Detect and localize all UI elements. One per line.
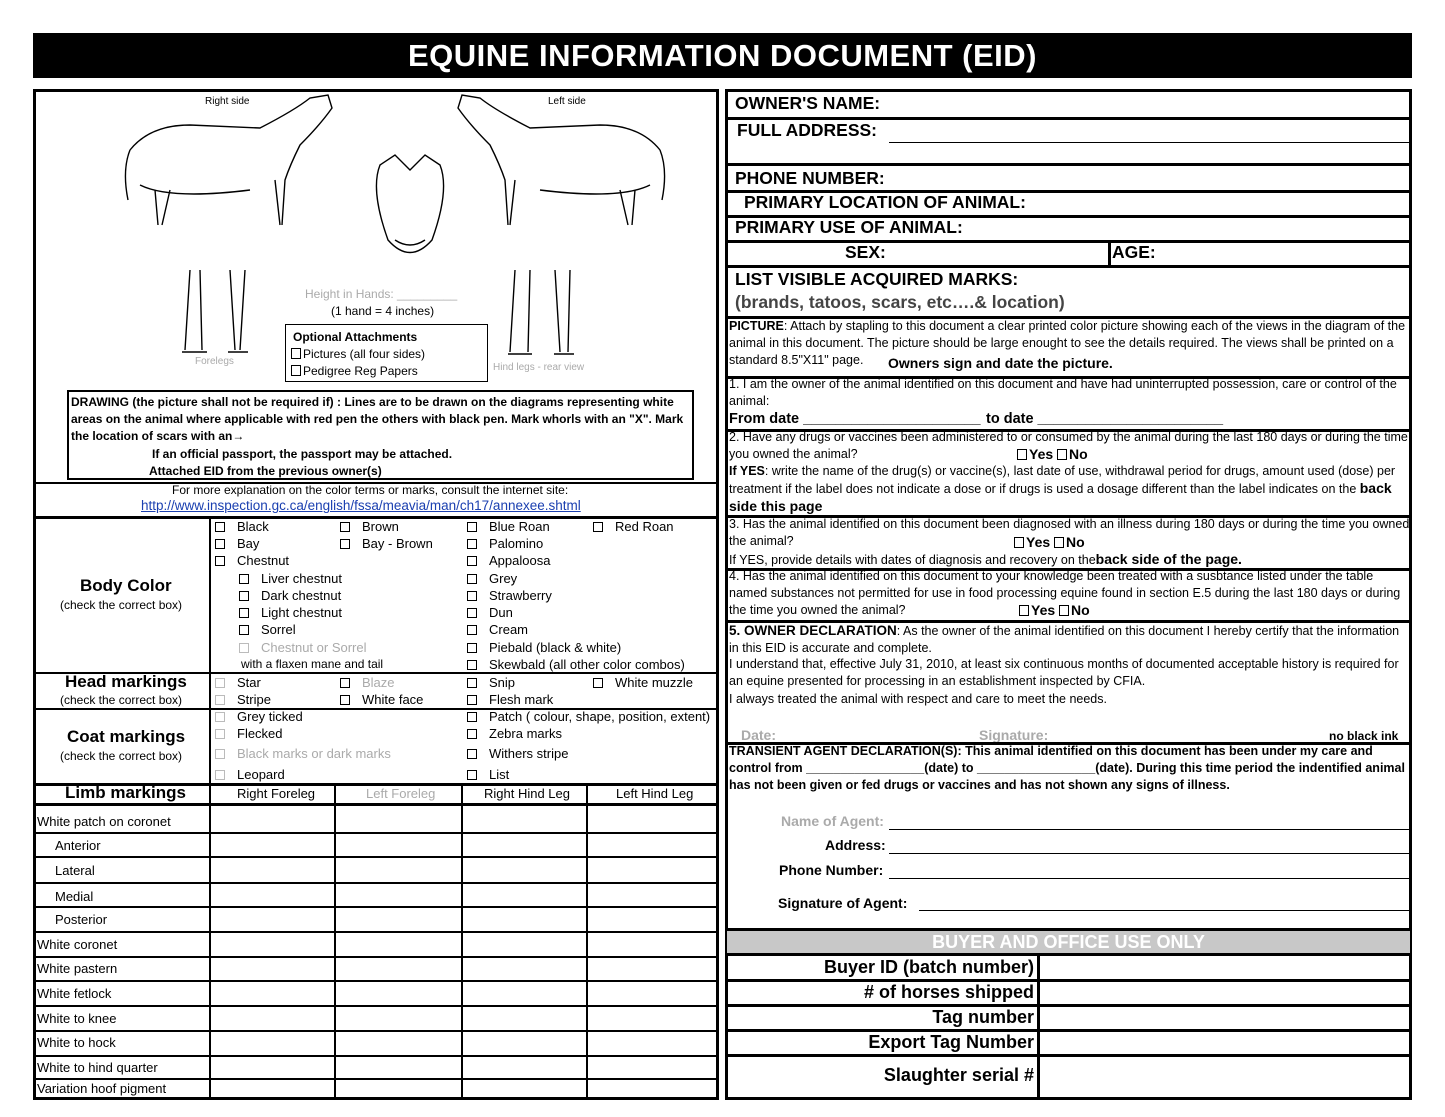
q3-yes-no[interactable]: Yes No (1014, 534, 1085, 550)
checkbox[interactable] (340, 539, 350, 549)
checkbox[interactable] (215, 729, 225, 739)
checkbox[interactable] (215, 770, 225, 780)
marking-white-muzzle[interactable]: White muzzle (593, 675, 693, 690)
coat-markings-subtitle: (check the correct box) (60, 749, 183, 763)
picture-note: PICTURE: Attach by stapling to this document a clear printed color picture showing each of the views in the diagram of the animal in this document. The picture should be large enought to see the details required. The views shall be printed on a standard 8.5"X11" page. (729, 319, 1406, 367)
color-dun[interactable]: Dun (467, 605, 513, 620)
more-info-text: For more explanation on the color terms or marks, consult the internet site: (172, 483, 569, 497)
checkbox[interactable] (467, 749, 477, 759)
q2-text: 2. Have any drugs or vaccines been administered to or consumed by the animal during the last 180 days or during the time you owned the animal? (729, 430, 1408, 461)
checkbox[interactable] (215, 749, 225, 759)
agent-phone-line[interactable] (889, 878, 1409, 879)
color-light-chestnut[interactable]: Light chestnut (239, 605, 342, 620)
limb-row: Medial (55, 889, 94, 904)
color-sorrel[interactable]: Sorrel (239, 622, 296, 637)
pictures-checkbox[interactable] (291, 348, 301, 359)
marks-sublabel: (brands, tatoos, scars, etc….& location) (735, 292, 1065, 312)
limb-row: White patch on coronet (37, 814, 171, 829)
checkbox[interactable] (1014, 537, 1024, 548)
marks-label: LIST VISIBLE ACQUIRED MARKS: (735, 269, 1019, 289)
transient-declaration: TRANSIENT AGENT DECLARATION(S): This animal identified on this document has been under my care and control from _________________(date) to _________________(date). During this time period the indentified animal has not been given or fed drugs or vaccines and has not shown any signs of illness. (729, 744, 1405, 792)
agent-name-label: Name of Agent: (781, 813, 884, 829)
checkbox[interactable] (467, 608, 477, 618)
color-appaloosa[interactable]: Appaloosa (467, 553, 550, 568)
color-chestnut-or-sorrel[interactable]: Chestnut or Sorrel (239, 640, 367, 655)
checkbox[interactable] (467, 729, 477, 739)
color-liver-chestnut[interactable]: Liver chestnut (239, 571, 342, 586)
checkbox[interactable] (593, 678, 603, 688)
coat-markings-title: Coat markings (67, 727, 186, 746)
full-address-label: FULL ADDRESS: (737, 120, 877, 140)
attached-eid-note: Attached EID from the previous owner(s) (149, 464, 382, 478)
q1-to-date[interactable]: to date _______________________ (986, 411, 1224, 427)
color-chestnut[interactable]: Chestnut (215, 553, 289, 568)
checkbox[interactable] (467, 660, 477, 670)
q3-ifyes: If YES, provide details with dates of diagnosis and recovery on theback side of the page. (729, 551, 1242, 567)
agent-address-label: Address: (825, 837, 886, 853)
limb-row: White to hind quarter (37, 1060, 158, 1075)
agent-address-line[interactable] (889, 853, 1409, 854)
marking-stripe[interactable]: Stripe (215, 692, 271, 707)
checkbox[interactable] (1054, 537, 1064, 548)
optional-item-pictures[interactable]: Pictures (all four sides) (291, 347, 425, 361)
marking-blaze[interactable]: Blaze (340, 675, 395, 690)
color-cream[interactable]: Cream (467, 622, 528, 637)
buyer-id-label: Buyer ID (batch number) (823, 957, 1034, 977)
passport-note: If an official passport, the passport may be attached. (152, 447, 453, 461)
limb-col-left-hind-leg: Left Hind Leg (616, 786, 694, 801)
q3-text: 3. Has the animal identified on this document been diagnosed with an illness during 180 days or during the time you owned the animal? (729, 517, 1410, 548)
limb-row: Variation hoof pigment (37, 1081, 167, 1096)
checkbox[interactable] (1057, 449, 1067, 460)
q4-text: 4. Has the animal identified on this document to your knowledge been treated with a susbtance listed under the table named substances not permitted for use in food processing equine found in section E.5 during the last 180 days or during the time you owned the animal? (729, 569, 1401, 617)
agent-signature-label: Signature of Agent: (778, 895, 908, 911)
document-title: EQUINE INFORMATION DOCUMENT (EID) (33, 33, 1412, 78)
limb-markings-title: Limb markings (65, 783, 186, 802)
limb-row: White to knee (37, 1011, 117, 1026)
coat-grey-ticked[interactable]: Grey ticked (215, 709, 303, 724)
left-side-label: Left side (548, 96, 586, 107)
hand-note: (1 hand = 4 inches) (331, 304, 435, 318)
q2-ifyes: If YES: write the name of the drug(s) or vaccine(s), last date of use, withdrawal period for drugs, amount used (dose) per treatment if the label does not indicate a dose or if drugs is used a dosage different than the label indicates on the back side this page (729, 464, 1396, 514)
coat-flecked[interactable]: Flecked (215, 726, 283, 741)
marking-flesh-mark[interactable]: Flesh mark (467, 692, 553, 707)
q4-yes-no[interactable]: Yes No (1019, 602, 1090, 618)
export-tag-number-label: Export Tag Number (868, 1032, 1034, 1052)
phone-number-label: PHONE NUMBER: (735, 168, 885, 188)
body-color-title: Body Color (80, 576, 172, 595)
horses-shipped-label: # of horses shipped (863, 982, 1034, 1002)
checkbox[interactable] (239, 574, 249, 584)
marking-snip[interactable]: Snip (467, 675, 515, 690)
picture-sign-note: Owners sign and date the picture. (888, 355, 1113, 371)
limb-row: White pastern (37, 961, 118, 976)
tag-number-label: Tag number (932, 1007, 1034, 1027)
color-piebald[interactable]: Piebald (black & white) (467, 640, 621, 655)
checkbox[interactable] (467, 678, 477, 688)
pedigree-checkbox[interactable] (291, 365, 301, 376)
checkbox[interactable] (239, 625, 249, 635)
head-markings-title: Head markings (65, 672, 187, 691)
checkbox[interactable] (215, 539, 225, 549)
primary-location-label: PRIMARY LOCATION OF ANIMAL: (744, 192, 1026, 212)
marking-star[interactable]: Star (215, 675, 261, 690)
limb-col-right-foreleg: Right Foreleg (237, 786, 316, 801)
coat-zebra[interactable]: Zebra marks (467, 726, 562, 741)
owner-name-label: OWNER'S NAME: (735, 93, 881, 113)
coat-list[interactable]: List (467, 767, 509, 782)
checkbox[interactable] (215, 695, 225, 705)
limb-row: Anterior (55, 838, 101, 853)
flaxen-note: with a flaxen mane and tail (241, 657, 384, 671)
body-color-subtitle: (check the correct box) (60, 598, 183, 612)
sex-label: SEX: (845, 242, 886, 262)
checkbox[interactable] (239, 608, 249, 618)
checkbox[interactable] (340, 695, 350, 705)
checkbox[interactable] (1059, 605, 1069, 616)
checkbox[interactable] (215, 678, 225, 688)
agent-phone-label: Phone Number: (779, 862, 884, 878)
marking-white-face[interactable]: White face (340, 692, 423, 707)
checkbox[interactable] (467, 522, 477, 532)
checkbox[interactable] (215, 712, 225, 722)
coat-black-marks[interactable]: Black marks or dark marks (215, 746, 391, 761)
checkbox[interactable] (340, 678, 350, 688)
optional-item-pedigree[interactable]: Pedigree Reg Papers (291, 364, 418, 378)
color-palomino[interactable]: Palomino (467, 536, 543, 551)
checkbox[interactable] (467, 712, 477, 722)
checkbox[interactable] (467, 574, 477, 584)
optional-attachments-title: Optional Attachments (293, 330, 418, 344)
coat-patch[interactable]: Patch ( colour, shape, position, extent) (467, 709, 710, 724)
q5-date-label[interactable]: Date: (741, 727, 777, 743)
checkbox[interactable] (467, 539, 477, 549)
address-line[interactable] (889, 142, 1409, 143)
forelegs-label: Forelegs (195, 356, 234, 367)
right-side-label: Right side (205, 96, 250, 107)
drawing-note: DRAWING (the picture shall not be required if) : Lines are to be drawn on the diagrams representing white areas on the animal where applicable with red pen the others with black pen. Mark whorls with an "X". Mark the location of scars with an→ (71, 395, 684, 443)
checkbox[interactable] (239, 643, 249, 653)
limb-row: White fetlock (37, 986, 112, 1001)
q1-from-date[interactable]: From date ______________________ (729, 411, 981, 427)
checkbox[interactable] (467, 643, 477, 653)
color-brown[interactable]: Brown (340, 519, 399, 534)
checkbox[interactable] (215, 522, 225, 532)
checkbox[interactable] (593, 522, 603, 532)
color-bay-brown[interactable]: Bay - Brown (340, 536, 433, 551)
color-bay[interactable]: Bay (215, 536, 259, 551)
limb-row: Lateral (55, 863, 95, 878)
more-info-link[interactable]: http://www.inspection.gc.ca/english/fssa/meavia/man/ch17/annexee.shtml (141, 498, 581, 513)
agent-name-line[interactable] (889, 829, 1409, 830)
color-blue-roan[interactable]: Blue Roan (467, 519, 550, 534)
q5-text2: I understand that, effective July 31, 2010, at least six continuous months of documented acceptable history is required for an equine presented for processing in an establishment inspected by CFIA. (729, 657, 1399, 688)
q5-signature-label[interactable]: Signature: (979, 727, 1049, 743)
checkbox[interactable] (1019, 605, 1029, 616)
age-label: AGE: (1112, 242, 1156, 262)
buyer-header: BUYER AND OFFICE USE ONLY (727, 931, 1410, 953)
color-grey[interactable]: Grey (467, 571, 517, 586)
color-red-roan[interactable]: Red Roan (593, 519, 674, 534)
coat-leopard[interactable]: Leopard (215, 767, 285, 782)
limb-col-right-hind-leg: Right Hind Leg (484, 786, 570, 801)
color-dark-chestnut[interactable]: Dark chestnut (239, 588, 341, 603)
color-skewbald[interactable]: Skewbald (all other color combos) (467, 657, 685, 672)
limb-row: White to hock (37, 1035, 116, 1050)
slaughter-serial-label: Slaughter serial # (883, 1065, 1034, 1085)
limb-col-left-foreleg: Left Foreleg (366, 786, 436, 801)
height-in-hands: Height in Hands: _________ (305, 287, 458, 301)
q5-ink-note: no black ink (1329, 729, 1399, 743)
q5-text: 5. OWNER DECLARATION: As the owner of the animal identified on this document I hereby certify that the information in this EID is accurate and complete. (729, 623, 1400, 655)
agent-signature-line[interactable] (919, 910, 1409, 911)
checkbox[interactable] (239, 591, 249, 601)
checkbox[interactable] (467, 625, 477, 635)
checkbox[interactable] (1017, 449, 1027, 460)
coat-withers-stripe[interactable]: Withers stripe (467, 746, 568, 761)
checkbox[interactable] (467, 695, 477, 705)
checkbox[interactable] (340, 522, 350, 532)
hind-legs-label: Hind legs - rear view (493, 362, 585, 373)
limb-row: White coronet (37, 937, 118, 952)
checkbox[interactable] (467, 556, 477, 566)
head-markings-subtitle: (check the correct box) (60, 693, 183, 707)
q1-text: 1. I am the owner of the animal identified on this document and have had uninterrupted possession, care or control of the animal: (729, 377, 1397, 408)
color-black[interactable]: Black (215, 519, 269, 534)
checkbox[interactable] (215, 556, 225, 566)
color-strawberry[interactable]: Strawberry (467, 588, 552, 603)
checkbox[interactable] (467, 591, 477, 601)
primary-use-label: PRIMARY USE OF ANIMAL: (735, 217, 963, 237)
limb-row: Posterior (55, 912, 108, 927)
q2-yes-no[interactable]: Yes No (1017, 446, 1088, 462)
q5-text3: I always treated the animal with respect and care to meet the needs. (729, 692, 1107, 706)
checkbox[interactable] (467, 770, 477, 780)
